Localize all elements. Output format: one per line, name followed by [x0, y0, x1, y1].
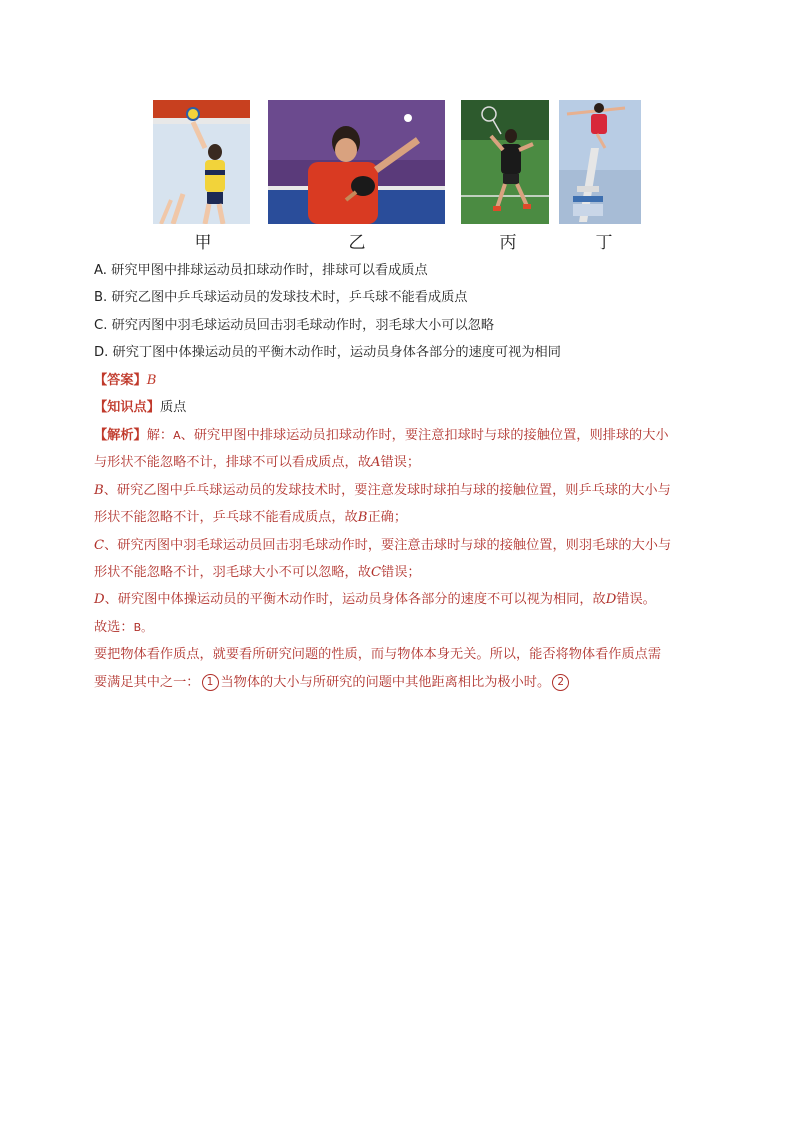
- analysis-b-line1: [94, 481, 671, 501]
- analysis-d-text1: 、研究图中体操运动员的平衡木动作时，运动员身体各部分的速度不可以视为相同，故: [104, 592, 606, 607]
- balance-beam-photo: [559, 100, 641, 224]
- option-c: C. 研究丙图中羽毛球运动员回击羽毛球动作时，羽毛球大小可以忽略: [94, 318, 495, 333]
- analysis-d-letter: D: [94, 592, 105, 607]
- analysis-a-letter: A: [173, 429, 181, 442]
- analysis-a-line1: [94, 426, 669, 446]
- analysis-b-letter: B: [94, 483, 104, 498]
- analysis-c-line1: [94, 536, 671, 556]
- analysis-b-ref: B: [357, 510, 368, 525]
- analysis-lead: 解：: [146, 428, 174, 443]
- circled-number-1: 1: [202, 674, 219, 691]
- analysis-c-letter: C: [94, 538, 105, 553]
- analysis-a-verdict: 错误；: [380, 455, 421, 470]
- analysis-b-verdict: 正确；: [367, 510, 408, 525]
- caption-yi: 乙: [348, 233, 366, 253]
- analysis-d-ref: D: [605, 592, 617, 607]
- analysis-choose-row: [94, 618, 152, 638]
- explanation-condition-1: 当物体的大小与所研究的问题中其他距离相比为极小时。: [220, 675, 551, 690]
- caption-bing: 丙: [499, 233, 517, 253]
- analysis-c-text1: 、研究丙图中羽毛球运动员回击羽毛球动作时，要注意击球时与球的接触位置，则羽毛球的大小与: [104, 538, 672, 553]
- explanation-line2: [94, 673, 571, 693]
- answer-value: B: [146, 373, 157, 388]
- volleyball-photo: [153, 100, 250, 224]
- knowledge-row: [94, 398, 186, 418]
- analysis-a-ref: A: [370, 455, 381, 470]
- caption-jia: 甲: [194, 233, 212, 253]
- analysis-a-text1: 、研究甲图中排球运动员扣球动作时，要注意扣球时与球的接触位置，则排球的大小: [180, 428, 669, 443]
- analysis-a-text2: 与形状不能忽略不计，排球不可以看成质点，故: [94, 455, 371, 470]
- option-a: A. 研究甲图中排球运动员扣球动作时，排球可以看成质点: [94, 263, 428, 278]
- analysis-c-text2: 形状不能忽略不计，羽毛球大小不可以忽略，故: [94, 565, 371, 580]
- caption-ding: 丁: [595, 233, 613, 253]
- analysis-d-verdict: 错误。: [616, 592, 656, 607]
- analysis-a-line2: [94, 453, 420, 473]
- answer-row: [94, 371, 156, 391]
- analysis-d-line1: [94, 590, 656, 610]
- explanation-lead: 要满足其中之一：: [94, 675, 200, 690]
- circled-number-2: 2: [552, 674, 569, 691]
- analysis-b-text2: 形状不能忽略不计，乒乓球不能看成质点，故: [94, 510, 358, 525]
- analysis-label: 【解析】: [94, 428, 147, 443]
- analysis-b-line2: [94, 508, 407, 528]
- choose-label: 故选：: [94, 620, 134, 635]
- answer-label: 【答案】: [94, 373, 147, 388]
- option-d: D. 研究丁图中体操运动员的平衡木动作时，运动员身体各部分的速度可视为相同: [94, 345, 561, 360]
- table-tennis-photo: [268, 100, 445, 224]
- knowledge-value: 质点: [159, 400, 187, 415]
- analysis-c-verdict: 错误；: [381, 565, 421, 580]
- analysis-c-line2: [94, 563, 421, 583]
- option-b: B. 研究乙图中乒乓球运动员的发球技术时，乒乓球不能看成质点: [94, 290, 468, 305]
- analysis-c-ref: C: [370, 565, 382, 580]
- choose-value: B。: [133, 621, 153, 634]
- explanation-line1: 要把物体看作质点，就要看所研究问题的性质，而与物体本身无关。所以，能否将物体看作质点需: [94, 647, 662, 662]
- knowledge-label: 【知识点】: [94, 400, 160, 415]
- badminton-photo: [461, 100, 549, 224]
- analysis-b-text1: 、研究乙图中乒乓球运动员的发球技术时，要注意发球时球拍与球的接触位置，则乒乓球的大小与: [103, 483, 671, 498]
